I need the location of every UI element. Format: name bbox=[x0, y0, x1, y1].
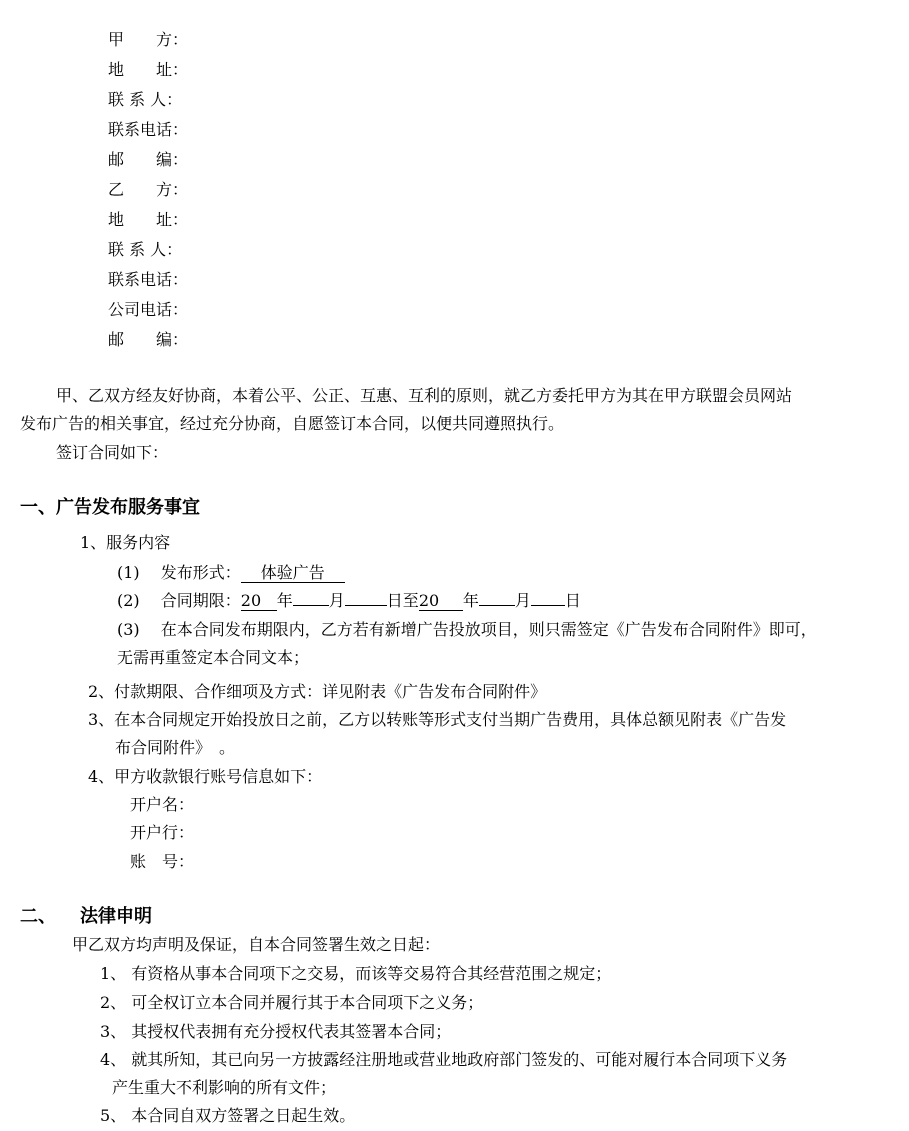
party-a-phone-label: 联系电话： bbox=[108, 120, 189, 139]
account-number-label: 账 号： bbox=[130, 852, 195, 871]
section1-item1: 1、服务内容 bbox=[80, 533, 171, 552]
section2-item1: 1、 有资格从事本合同项下之交易，而该等交易符合其经营范围之规定； bbox=[100, 964, 612, 983]
party-b-postcode-label: 邮 编： bbox=[108, 330, 189, 349]
bank-name-label: 开户行： bbox=[130, 823, 195, 842]
section1-item3-line2: 布合同附件》 。 bbox=[115, 738, 236, 757]
section2-title: 法律申明 bbox=[80, 906, 152, 927]
sub2-prefix: (2) 合同期限： bbox=[117, 591, 241, 610]
intro-line-1: 甲、乙双方经友好协商，本着公平、公正、互惠、互利的原则，就乙方委托甲方为其在甲方联盟会员网站 bbox=[56, 386, 793, 405]
intro-line-2: 发布广告的相关事宜，经过充分协商，自愿签订本合同，以便共同遵照执行。 bbox=[20, 414, 565, 433]
year-label: 年 bbox=[276, 591, 293, 610]
section1-item3-line1: 3、在本合同规定开始投放日之前，乙方以转账等形式支付当期广告费用，具体总额见附表《广告发 bbox=[88, 710, 787, 729]
section2-item4-line2: 产生重大不利影响的所有文件； bbox=[112, 1078, 337, 1097]
month-label: 月 bbox=[328, 591, 345, 610]
party-b-company-phone-label: 公司电话： bbox=[108, 300, 189, 319]
start-month-field bbox=[293, 605, 329, 606]
sub1-prefix: (1) 发布形式： bbox=[117, 563, 241, 582]
party-a-label: 甲 方： bbox=[108, 30, 189, 49]
end-year-label: 年 bbox=[462, 591, 479, 610]
party-b-contact-label: 联 系 人： bbox=[108, 240, 183, 259]
bank-account-name-label: 开户名： bbox=[130, 795, 195, 814]
ad-form-value: 体验广告 bbox=[241, 564, 345, 583]
party-b-address-label: 地 址： bbox=[108, 210, 189, 229]
day-to-label: 日至 bbox=[386, 591, 419, 610]
start-day-field bbox=[345, 605, 387, 606]
section1-sub3-line1: (3) 在本合同发布期限内，乙方若有新增广告投放项目，则只需签定《广告发布合同附件》即可， bbox=[117, 620, 817, 639]
party-b-phone-label: 联系电话： bbox=[108, 270, 189, 289]
start-year-field: 20 bbox=[241, 592, 277, 611]
end-month-label: 月 bbox=[514, 591, 531, 610]
section2-item4-line1: 4、 就其所知，其已向另一方披露经注册地或营业地政府部门签发的、可能对履行本合同项下义务 bbox=[100, 1050, 788, 1069]
section1-sub3-line2: 无需再重签定本合同文本； bbox=[117, 648, 310, 667]
party-a-contact-label: 联 系 人： bbox=[108, 90, 183, 109]
end-day-label: 日 bbox=[564, 591, 581, 610]
section2-intro: 甲乙双方均声明及保证，自本合同签署生效之日起： bbox=[72, 935, 441, 954]
section1-sub1 bbox=[117, 563, 345, 583]
section2-item3: 3、 其授权代表拥有充分授权代表其签署本合同； bbox=[100, 1022, 452, 1041]
section2-title-number: 二、 bbox=[20, 906, 56, 927]
section2-item2: 2、 可全权订立本合同并履行其于本合同项下之义务； bbox=[100, 993, 484, 1012]
section2-item5: 5、 本合同自双方签署之日起生效。 bbox=[100, 1106, 356, 1125]
section1-title: 一、广告发布服务事宜 bbox=[20, 497, 200, 518]
party-b-label: 乙 方： bbox=[108, 180, 189, 199]
party-a-postcode-label: 邮 编： bbox=[108, 150, 189, 169]
section1-item4: 4、甲方收款银行账号信息如下： bbox=[88, 767, 323, 786]
end-month-field bbox=[479, 605, 515, 606]
intro-line-3: 签订合同如下： bbox=[56, 443, 169, 462]
party-a-address-label: 地 址： bbox=[108, 60, 189, 79]
section1-sub2 bbox=[117, 591, 581, 611]
end-year-field: 20 bbox=[419, 592, 463, 611]
end-day-field bbox=[531, 605, 565, 606]
section1-item2: 2、付款期限、合作细项及方式：详见附表《广告发布合同附件》 bbox=[88, 682, 547, 701]
